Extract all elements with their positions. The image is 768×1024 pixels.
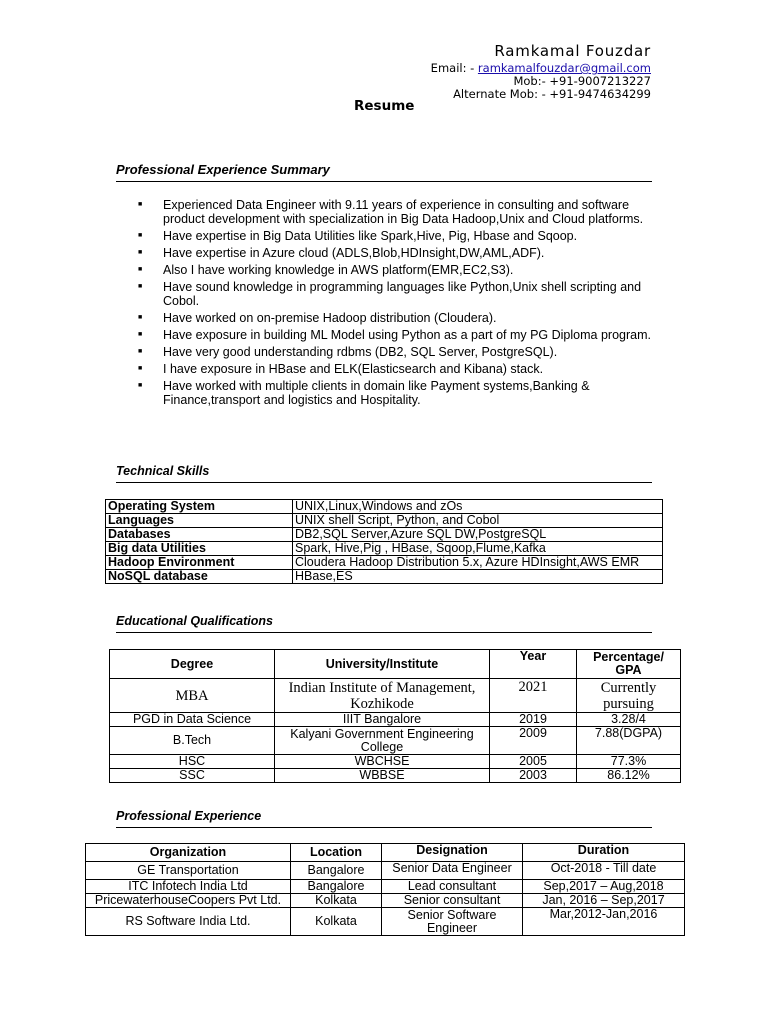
table-cell: 77.3% <box>577 755 681 769</box>
table-cell: GE Transportation <box>86 862 291 880</box>
table-cell: Senior consultant <box>382 894 523 908</box>
summary-item: ■ Have very good understanding rdbms (DB2, SQL Server, PostgreSQL). <box>136 345 656 359</box>
table-cell: Jan, 2016 – Sep,2017 <box>523 894 685 908</box>
summary-list <box>136 198 656 410</box>
education-table <box>109 649 681 783</box>
table-cell: ITC Infotech India Ltd <box>86 880 291 894</box>
experience-heading: Professional Experience <box>116 809 652 828</box>
table-cell: WBBSE <box>275 769 490 783</box>
column-header: Degree <box>110 650 275 679</box>
table-row <box>86 894 685 908</box>
contact-block <box>431 42 651 101</box>
summary-item: ■ Experienced Data Engineer with 9.11 years of experience in consulting and software product development with specialization in Big Data Hadoop,Unix and Cloud platforms. <box>136 198 656 226</box>
table-row <box>110 769 681 783</box>
alt-mobile-line: Alternate Mob: - +91-9474634299 <box>453 87 651 101</box>
column-header: Organization <box>86 844 291 862</box>
table-cell: RS Software India Ltd. <box>86 908 291 936</box>
experience-table <box>85 843 685 936</box>
column-header: Percentage/ GPA <box>577 650 681 679</box>
column-header: University/Institute <box>275 650 490 679</box>
skill-value: DB2,SQL Server,Azure SQL DW,PostgreSQL <box>293 528 663 542</box>
skill-key: NoSQL database <box>106 570 293 584</box>
table-cell: Bangalore <box>291 880 382 894</box>
candidate-name: Ramkamal Fouzdar <box>494 42 651 60</box>
table-cell: 3.28/4 <box>577 713 681 727</box>
summary-item: ■ Have expertise in Azure cloud (ADLS,Blob,HDInsight,DW,AML,ADF). <box>136 246 656 260</box>
table-cell: WBCHSE <box>275 755 490 769</box>
table-row <box>106 556 663 570</box>
skill-key: Databases <box>106 528 293 542</box>
table-cell: MBA <box>110 679 275 713</box>
table-cell: IIIT Bangalore <box>275 713 490 727</box>
skill-key: Big data Utilities <box>106 542 293 556</box>
table-cell: Indian Institute of Management, Kozhikode <box>275 679 490 713</box>
email-label: Email: - <box>430 61 478 75</box>
table-row <box>106 542 663 556</box>
table-cell: 2005 <box>490 755 577 769</box>
summary-item: ■ Have expertise in Big Data Utilities like Spark,Hive, Pig, Hbase and Sqoop. <box>136 229 656 243</box>
summary-item: ■ Have worked with multiple clients in domain like Payment systems,Banking & Finance,transport and logistics and Hospitality. <box>136 379 656 407</box>
table-row <box>86 862 685 880</box>
skills-heading: Technical Skills <box>116 464 652 483</box>
summary-item: ■ Have sound knowledge in programming languages like Python,Unix shell scripting and Cobol. <box>136 280 656 308</box>
table-cell: Oct-2018 - Till date <box>523 862 685 880</box>
mobile-line: Mob:- +91-9007213227 <box>513 74 651 88</box>
summary-item: ■ I have exposure in HBase and ELK(Elasticsearch and Kibana) stack. <box>136 362 656 376</box>
summary-item: ■ Have exposure in building ML Model using Python as a part of my PG Diploma program. <box>136 328 656 342</box>
table-cell: 2019 <box>490 713 577 727</box>
summary-item: ■ Also I have working knowledge in AWS platform(EMR,EC2,S3). <box>136 263 656 277</box>
skill-value: HBase,ES <box>293 570 663 584</box>
column-header: Year <box>490 650 577 679</box>
table-cell: Kolkata <box>291 894 382 908</box>
table-cell: 7.88(DGPA) <box>577 727 681 755</box>
table-cell: Senior Data Engineer <box>382 862 523 880</box>
table-cell: PGD in Data Science <box>110 713 275 727</box>
table-cell: 86.12% <box>577 769 681 783</box>
table-cell: 2021 <box>490 679 577 713</box>
table-cell: PricewaterhouseCoopers Pvt Ltd. <box>86 894 291 908</box>
table-cell: HSC <box>110 755 275 769</box>
skill-value: Spark, Hive,Pig , HBase, Sqoop,Flume,Kafka <box>293 542 663 556</box>
table-row <box>110 727 681 755</box>
table-row <box>86 880 685 894</box>
skill-key: Operating System <box>106 500 293 514</box>
skill-value: UNIX shell Script, Python, and Cobol <box>293 514 663 528</box>
table-cell: Bangalore <box>291 862 382 880</box>
table-header-row <box>110 650 681 679</box>
skill-key: Languages <box>106 514 293 528</box>
document-title: Resume <box>354 98 415 114</box>
table-cell: Sep,2017 – Aug,2018 <box>523 880 685 894</box>
table-row <box>106 500 663 514</box>
table-header-row <box>86 844 685 862</box>
table-row <box>106 570 663 584</box>
table-row <box>110 755 681 769</box>
table-cell: 2009 <box>490 727 577 755</box>
table-cell: Lead consultant <box>382 880 523 894</box>
table-row <box>110 713 681 727</box>
table-cell: Senior Software Engineer <box>382 908 523 936</box>
education-heading: Educational Qualifications <box>116 614 652 633</box>
table-cell: Currently pursuing <box>577 679 681 713</box>
table-cell: 2003 <box>490 769 577 783</box>
skill-key: Hadoop Environment <box>106 556 293 570</box>
table-cell: B.Tech <box>110 727 275 755</box>
column-header: Location <box>291 844 382 862</box>
column-header: Duration <box>523 844 685 862</box>
table-row <box>110 679 681 713</box>
table-row <box>106 514 663 528</box>
table-cell: Kolkata <box>291 908 382 936</box>
summary-item: ■ Have worked on on-premise Hadoop distribution (Cloudera). <box>136 311 656 325</box>
skill-value: Cloudera Hadoop Distribution 5.x, Azure HDInsight,AWS EMR <box>293 556 663 570</box>
skill-value: UNIX,Linux,Windows and zOs <box>293 500 663 514</box>
table-cell: SSC <box>110 769 275 783</box>
table-cell: Kalyani Government Engineering College <box>275 727 490 755</box>
summary-heading: Professional Experience Summary <box>116 162 652 182</box>
column-header: Designation <box>382 844 523 862</box>
email-link[interactable]: ramkamalfouzdar@gmail.com <box>477 61 651 75</box>
table-row <box>106 528 663 542</box>
table-cell: Mar,2012-Jan,2016 <box>523 908 685 936</box>
table-row <box>86 908 685 936</box>
skills-table <box>105 499 663 584</box>
